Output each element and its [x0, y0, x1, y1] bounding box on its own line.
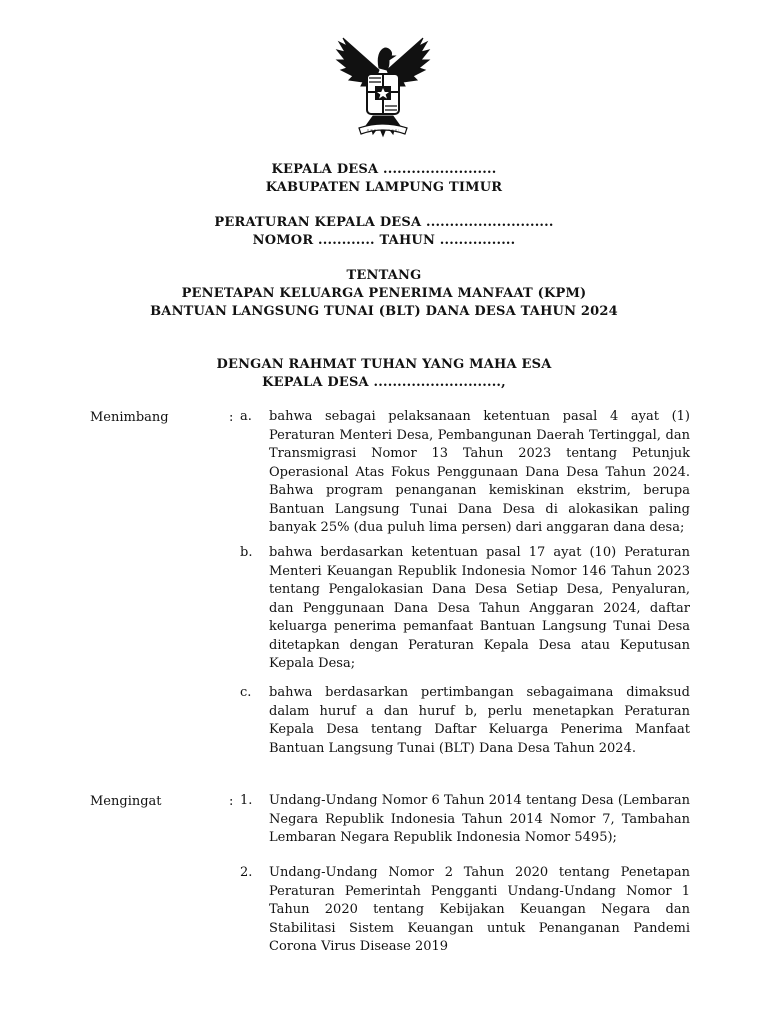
heading-kepala-desa-2: KEPALA DESA ...........................,	[262, 375, 506, 390]
heading-kepala-desa: KEPALA DESA ........................	[271, 162, 497, 177]
heading-kabupaten: KABUPATEN LAMPUNG TIMUR	[265, 180, 503, 195]
item-marker: a.	[240, 409, 252, 424]
heading-rahmat: DENGAN RAHMAT TUHAN YANG MAHA ESA	[216, 357, 552, 372]
item-text: bahwa berdasarkan ketentuan pasal 17 ayat (10) Peraturan Menteri Keuangan Republik Indonesia Nomor 146 Tahun 2023 tentang Pengalokasian Dana Desa Setiap Desa, Penyaluran, dan Penggunaan Dana Desa Tahun Anggaran 2024, daftar keluarga penerima pemanfaat Bantuan Langsung Tunai Desa ditetapkan dengan Peraturan Kepala Desa atau Keputusan Kepala Desa;	[269, 545, 690, 671]
menimbang-colon: :	[229, 410, 234, 425]
heading-judul-2: BANTUAN LANGSUNG TUNAI (BLT) DANA DESA TAHUN 2024	[150, 304, 618, 319]
mengingat-colon: :	[229, 794, 234, 809]
item-text: Undang-Undang Nomor 6 Tahun 2014 tentang Desa (Lembaran Negara Republik Indonesia Tahun 2014 Nomor 7, Tambahan Lembaran Negara Republik Indonesia Nomor 5495);	[269, 793, 690, 845]
menimbang-item-a	[240, 408, 690, 538]
item-text: Undang-Undang Nomor 2 Tahun 2020 tentang Penetapan Peraturan Pemerintah Pengganti Undang-Undang Nomor 1 Tahun 2020 tentang Kebijakan Keuangan Negara dan Stabilitasi Sistem Keuangan untuk Penanganan Pandemi Corona Virus Disease 2019	[269, 865, 690, 954]
heading-tentang: TENTANG	[346, 268, 422, 283]
menimbang-label: Menimbang	[90, 410, 169, 425]
item-text: bahwa berdasarkan pertimbangan sebagaimana dimaksud dalam huruf a dan huruf b, perlu menetapkan Peraturan Kepala Desa tentang Daftar Keluarga Penerima Manfaat Bantuan Langsung Tunai (BLT) Dana Desa Tahun 2024.	[269, 685, 690, 756]
item-text: bahwa sebagai pelaksanaan ketentuan pasal 4 ayat (1) Peraturan Menteri Desa, Pembangunan Daerah Tertinggal, dan Transmigrasi Nomor 13 Tahun 2023 tentang Petunjuk Operasional Atas Fokus Penggunaan Dana Desa Tahun 2024. Bahwa program penanganan kemiskinan ekstrim, berupa Bantuan Langsung Tunai Dana Desa di alokasikan paling banyak 25% (dua puluh lima persen) dari anggaran dana desa;	[269, 409, 690, 535]
mengingat-label: Mengingat	[90, 794, 162, 809]
mengingat-item-1	[240, 792, 690, 848]
menimbang-item-c	[240, 684, 690, 758]
heading-judul-1: PENETAPAN KELUARGA PENERIMA MANFAAT (KPM)	[181, 286, 587, 301]
item-marker: c.	[240, 685, 252, 700]
heading-nomor-tahun: NOMOR ............ TAHUN ................	[252, 233, 516, 248]
heading-peraturan: PERATURAN KEPALA DESA ...........................	[214, 215, 554, 230]
item-marker: 1.	[240, 793, 253, 808]
garuda-emblem-icon	[333, 30, 433, 140]
mengingat-item-2	[240, 864, 690, 957]
item-marker: b.	[240, 545, 253, 560]
item-marker: 2.	[240, 865, 253, 880]
menimbang-item-b	[240, 544, 690, 674]
